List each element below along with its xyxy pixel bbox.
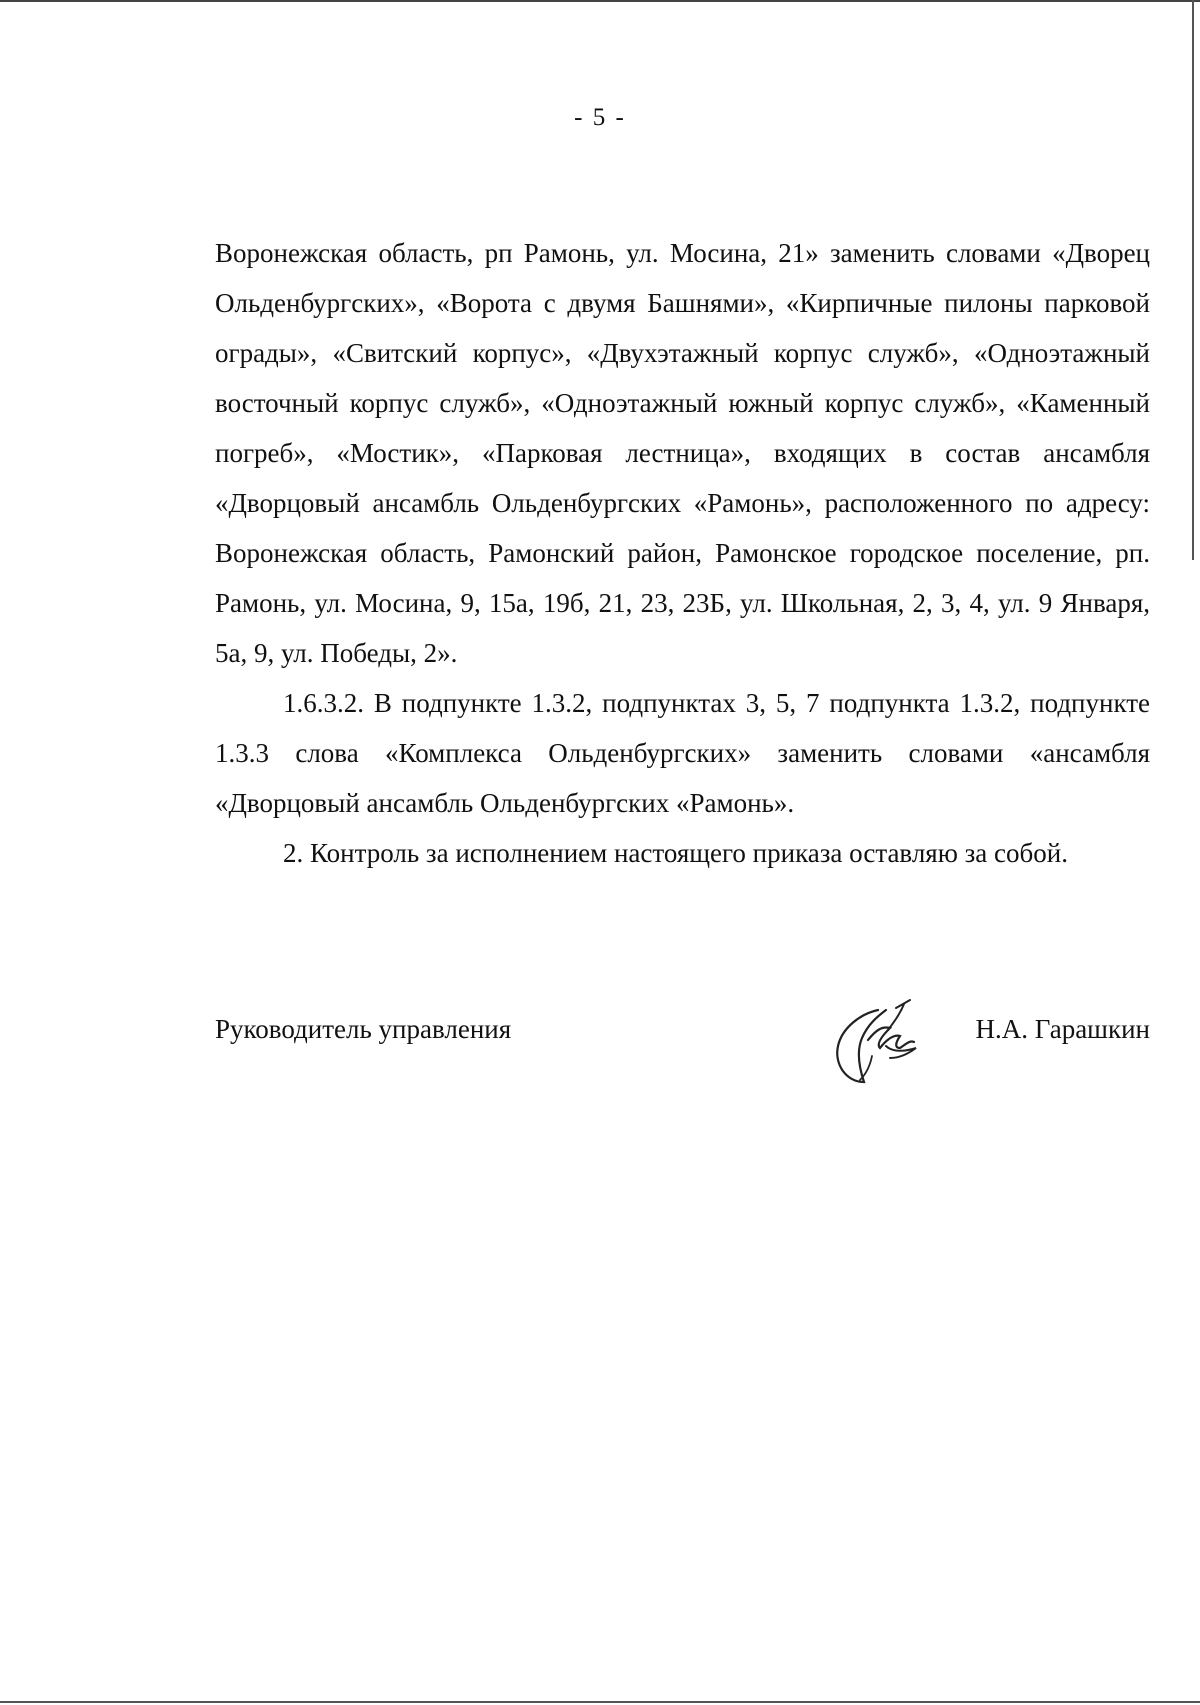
paragraph-continuation: Воронежская область, рп Рамонь, ул. Мосина, 21» заменить словами «Дворец Ольденбургских», «Ворота с двумя Башнями», «Кирпичные пилоны парковой ограды», «Свитский корпус», «Двухэтажный корпус служб», «Одноэтажный восточный корпус служб», «Одноэтажный южный корпус служб», «Каменный погреб», «Мостик», «Парковая лестница», входящих в состав ансамбля «Дворцовый ансамбль Ольденбургских «Рамонь», расположенного по адресу: Воронежская область, Рамонский район, Рамонское городское поселение, рп. Рамонь, ул. Мосина, 9, 15а, 19б, 21, 23, 23Б, ул. Школьная, 2, 3, 4, ул. 9 Января, 5а, 9, ул. Победы, 2». (215, 238, 1150, 668)
scan-edge-right (1192, 0, 1194, 560)
paragraph-control: 2. Контроль за исполнением настоящего приказа оставляю за собой. (283, 838, 1068, 868)
handwritten-signature (820, 990, 940, 1090)
scan-edge-bottom (0, 1701, 1200, 1703)
scan-edge-top (0, 0, 1200, 2)
signature-block (215, 990, 1150, 1100)
page-number: - 5 - (574, 104, 626, 131)
signatory-position: Руководитель управления (215, 1014, 512, 1044)
paragraph-1-6-3-2: 1.6.3.2. В подпункте 1.3.2, подпунктах 3, 5, 7 подпункта 1.3.2, подпункте 1.3.3 слова «Комплекса Ольденбургских» заменить словами «ансамбля «Дворцовый ансамбль Ольденбургских «Рамонь». (215, 688, 1150, 818)
document-body (215, 228, 1150, 878)
signatory-name: Н.А. Гарашкин (975, 1014, 1150, 1044)
